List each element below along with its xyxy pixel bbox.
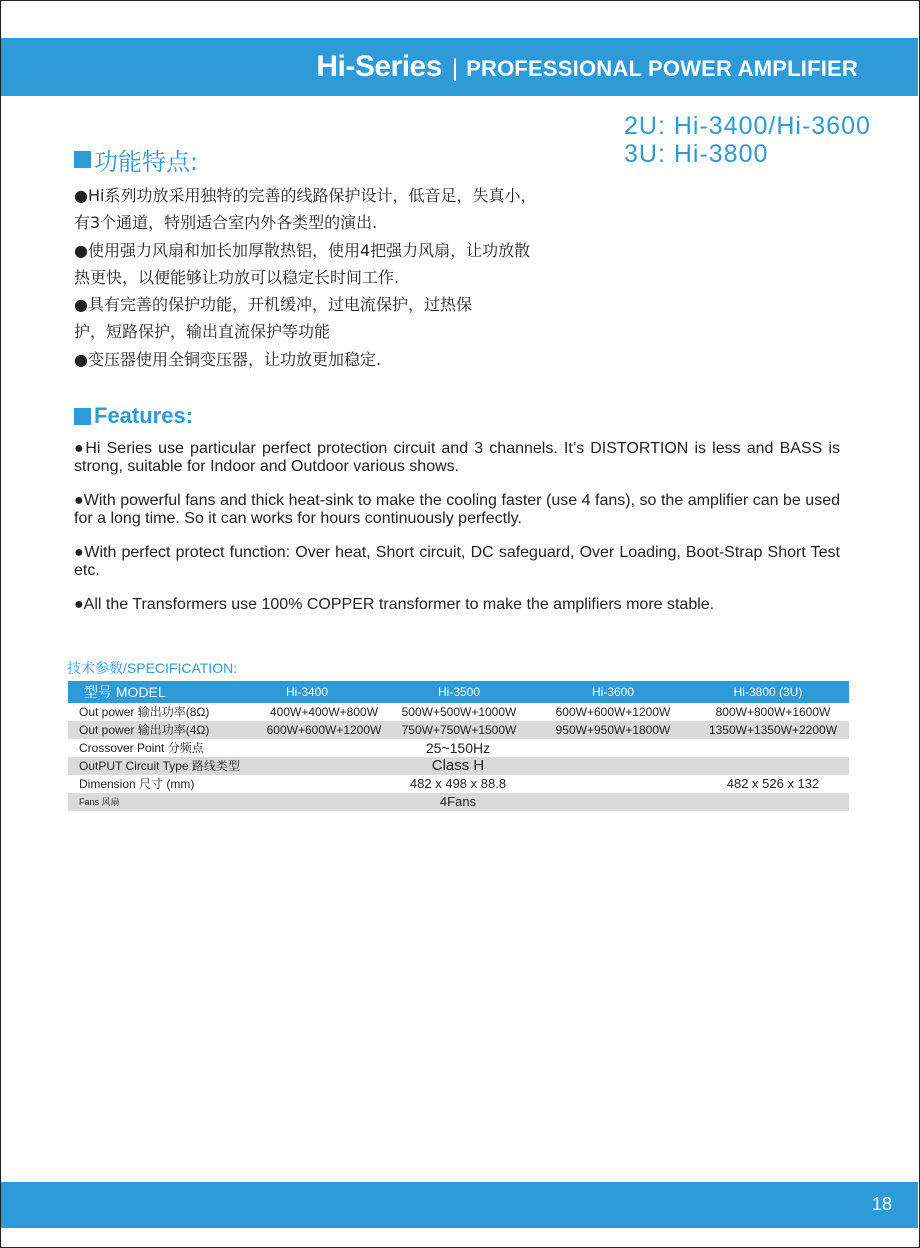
page-number: 18	[871, 1194, 892, 1214]
table-row	[68, 757, 849, 775]
cn-line: 热更快，以便能够让功放可以稳定长时间工作.	[74, 267, 400, 287]
table-cell: 482 x 498 x 88.8	[409, 776, 507, 791]
model-2u: 2U: Hi-3400/Hi-3600	[624, 112, 871, 140]
en-paragraph: ●With powerful fans and thick heat-sink to make the cooling faster (use 4 fans), so the amplifier can be used for a long time. So it can works for hours continuously perfectly.	[74, 492, 840, 527]
table-cell: 600W+600W+1200W	[555, 705, 671, 719]
spec-label: 技术参数/SPECIFICATION:	[67, 660, 238, 676]
table-cell: 25~150Hz	[425, 740, 491, 756]
header-subtitle: PROFESSIONAL POWER AMPLIFIER	[466, 56, 858, 81]
header-cell: Hi-3400	[285, 685, 329, 699]
square-bullet-icon	[74, 408, 91, 425]
table-cell: Class H	[431, 757, 485, 774]
table-cell: 600W+600W+1200W	[266, 723, 382, 737]
table-cell: 500W+500W+1000W	[401, 705, 517, 719]
table-row	[68, 703, 849, 721]
cn-line: ●使用强力风扇和加长加厚散热铝，使用4把强力风扇，让功放散	[74, 240, 531, 260]
row-label: Out power 输出功率(8Ω)	[79, 705, 210, 719]
cn-line: ●变压器使用全铜变压器，让功放更加稳定.	[74, 349, 382, 369]
cn-line: ●具有完善的保护功能，开机缓冲，过电流保护，过热保	[74, 295, 472, 315]
cn-line: ●Hi系列功放采用独特的完善的线路保护设计，低音足，失真小，	[74, 186, 537, 205]
table-row	[68, 739, 849, 757]
header-cell: Hi-3800 (3U)	[733, 685, 803, 699]
spec-header-row	[68, 681, 849, 703]
title-separator: |	[451, 55, 459, 82]
footer-banner	[1, 1182, 918, 1228]
en-title-text: Features:	[94, 403, 194, 428]
cn-title-text: 功能特点:	[94, 148, 199, 176]
table-row	[68, 721, 849, 739]
row-label: Fans 风扇	[79, 797, 120, 807]
en-paragraph: ●All the Transformers use 100% COPPER transformer to make the amplifiers more stable.	[74, 596, 715, 613]
row-label: Out power 输出功率(4Ω)	[79, 723, 210, 737]
cn-section-title	[74, 142, 198, 177]
table-row	[68, 793, 849, 811]
header-banner	[1, 38, 918, 96]
cn-line: 有3个通道，特别适合室内外各类型的演出.	[74, 213, 378, 233]
row-label: Crossover Point 分频点	[79, 741, 204, 755]
table-cell: 482 x 526 x 132	[726, 776, 820, 791]
en-section-title	[74, 403, 193, 429]
model-list	[624, 112, 871, 168]
cn-line: 护，短路保护，输出直流保护等功能	[74, 322, 331, 342]
en-paragraph: ●With perfect protect function: Over heat, Short circuit, DC safeguard, Over Loading, Boot-Strap Short Test etc.	[74, 544, 840, 579]
square-bullet-icon	[74, 151, 91, 168]
spec-table	[68, 681, 849, 811]
row-label: Dimension 尺寸 (mm)	[79, 777, 195, 791]
table-cell: 400W+400W+800W	[269, 705, 379, 719]
table-cell: 750W+750W+1500W	[401, 723, 517, 737]
table-row	[68, 775, 849, 793]
header-title	[316, 50, 858, 84]
series-name: Hi-Series	[316, 50, 442, 83]
table-cell: 800W+800W+1600W	[715, 705, 831, 719]
header-cell: Hi-3500	[437, 685, 481, 699]
cn-features-text	[74, 182, 594, 373]
table-cell: 4Fans	[439, 794, 477, 809]
header-cell: 型号 MODEL	[84, 684, 166, 700]
table-cell: 1350W+1350W+2200W	[708, 723, 838, 737]
table-cell: 950W+950W+1800W	[555, 723, 671, 737]
en-paragraph: ●Hi Series use particular perfect protection circuit and 3 channels. It’s DISTORTION is less and BASS is strong, suitable for Indoor and Outdoor various shows.	[74, 440, 840, 475]
header-cell: Hi-3600	[591, 685, 635, 699]
model-3u: 3U: Hi-3800	[624, 140, 769, 168]
row-label: OutPUT Circuit Type 路线类型	[79, 759, 240, 773]
en-features-text	[74, 440, 840, 631]
